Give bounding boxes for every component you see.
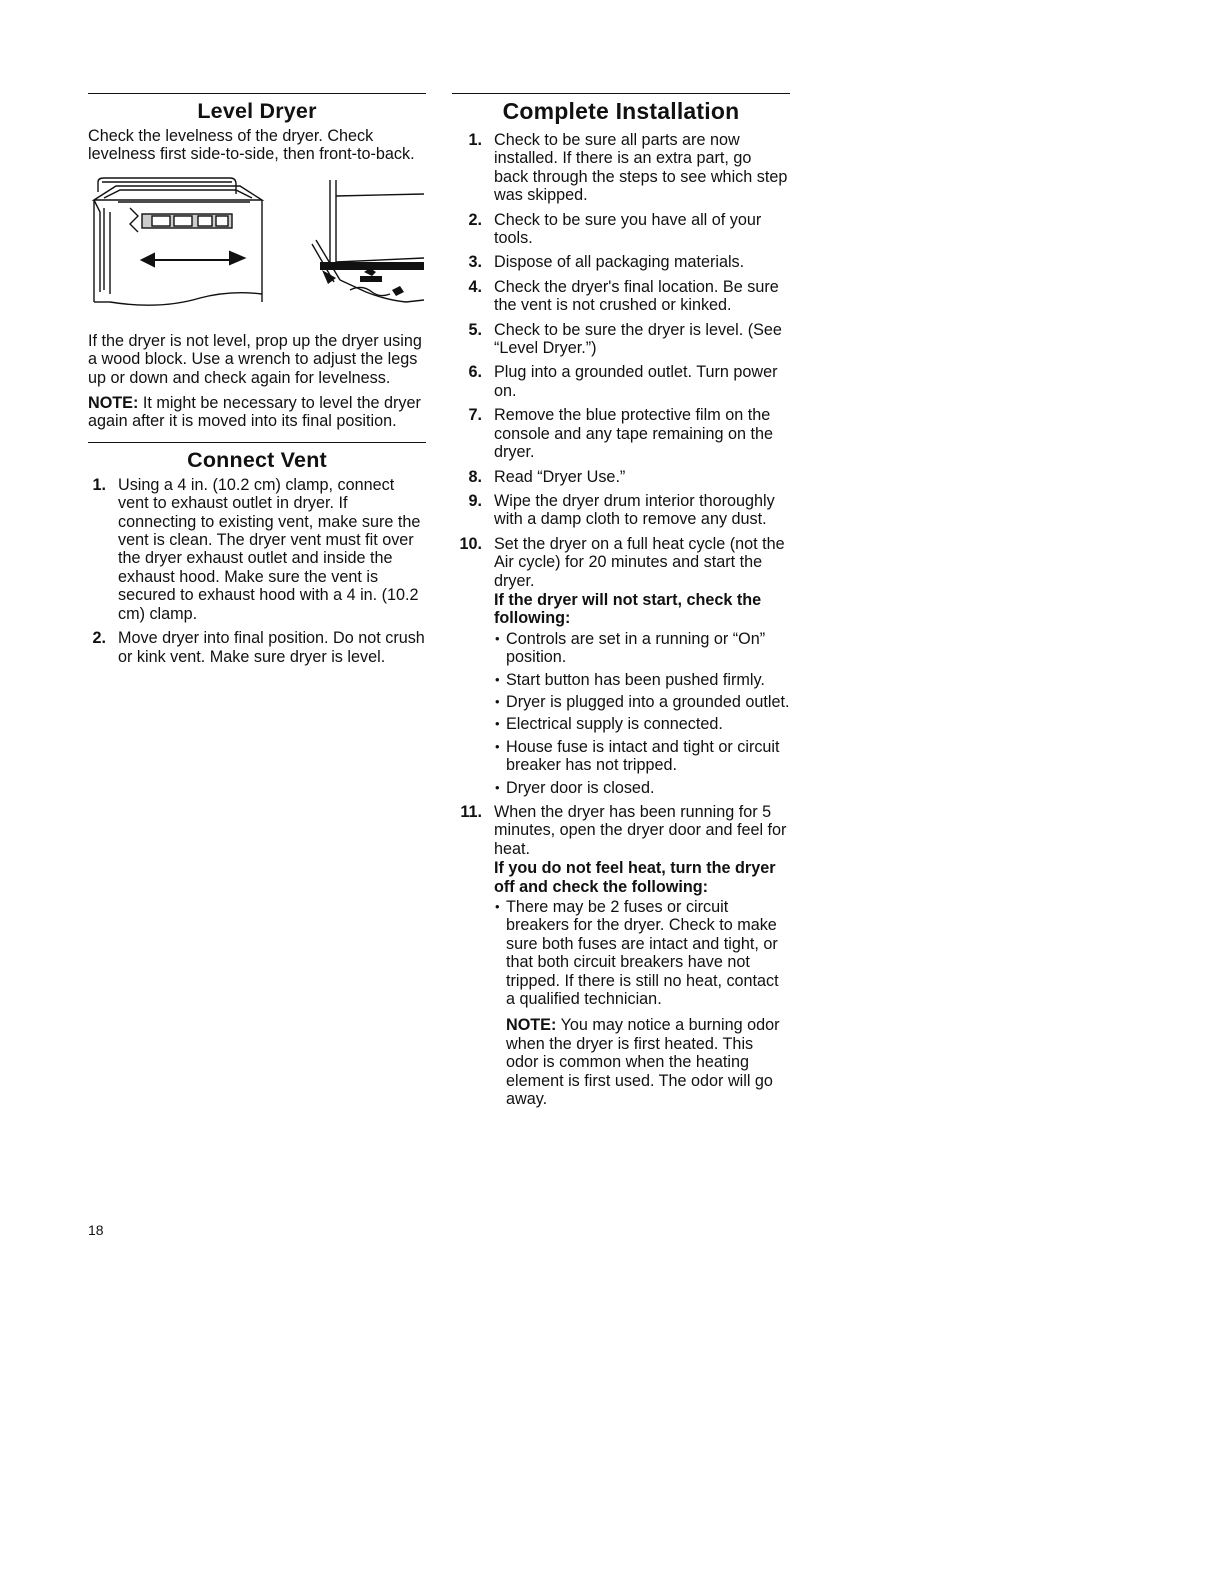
list-item xyxy=(452,535,790,797)
level-dryer-note-label: NOTE: xyxy=(88,394,139,413)
step-text: Read “Dryer Use.” xyxy=(494,467,626,486)
connect-vent-heading-rule xyxy=(88,442,426,476)
complete-installation-steps xyxy=(452,131,790,1109)
step-text: Check to be sure the dryer is level. (See “Level Dryer.”) xyxy=(494,320,782,358)
connect-vent-title: Connect Vent xyxy=(187,447,327,472)
list-item xyxy=(452,211,790,248)
step-number: 9. xyxy=(468,491,482,510)
step-text: Dispose of all packaging materials. xyxy=(494,253,745,272)
heat-note-label: NOTE: xyxy=(506,1016,557,1035)
level-dryer-section xyxy=(88,93,426,431)
step-text: Remove the blue protective film on the console and any tape remaining on the dryer. xyxy=(494,406,773,462)
bullet-text: There may be 2 fuses or circuit breakers for the dryer. Check to make sure both fuses are intact and tight, or that both circuit breakers have not tripped. If there is still no heat, contact a qualified technician. xyxy=(506,898,779,1009)
connect-vent-section xyxy=(88,442,426,666)
step-number: 11. xyxy=(460,803,482,821)
list-item xyxy=(88,629,426,666)
step-number: 1. xyxy=(468,131,482,149)
step-text: Check to be sure you have all of your tools. xyxy=(494,210,762,248)
right-column xyxy=(452,93,790,1115)
list-item xyxy=(494,898,790,1108)
list-item: • House fuse is intact and tight or circuit breaker has not tripped. xyxy=(494,738,790,775)
step-number: 7. xyxy=(468,406,482,425)
page-number: 18 xyxy=(88,1222,104,1238)
step-number: 10. xyxy=(459,534,482,553)
list-item xyxy=(452,253,790,271)
level-dryer-intro: Check the levelness of the dryer. Check levelness first side-to-side, then front-to-back. xyxy=(88,127,415,164)
step-text: Plug into a grounded outlet. Turn power on. xyxy=(494,363,778,400)
level-dryer-instructions: If the dryer is not level, prop up the dryer using a wood block. Use a wrench to adjust the legs up or down and check again for levelness. xyxy=(88,331,422,387)
list-item: • Controls are set in a running or “On” position. xyxy=(494,630,790,667)
step-text: Set the dryer on a full heat cycle (not the Air cycle) for 20 minutes and start the dryer. xyxy=(494,534,785,590)
step-check-heading: If the dryer will not start, check the following: xyxy=(494,590,762,628)
step-check-heading: If you do not feel heat, turn the dryer off and check the following: xyxy=(494,859,776,896)
list-item: • Dryer door is closed. xyxy=(494,779,790,797)
level-dryer-note xyxy=(88,394,426,431)
step-text: Using a 4 in. (10.2 cm) clamp, connect vent to exhaust outlet in dryer. If connecting to existing vent, make sure the vent is clean. The dryer vent must fit over the dryer exhaust outlet and inside the exhaust hood. Make sure the vent is secured to exhaust hood with a 4 in. (10.2 cm) clamp. xyxy=(118,475,421,623)
check-list xyxy=(494,630,790,797)
step-number: 5. xyxy=(468,320,482,339)
check-list xyxy=(494,898,790,1108)
step-number: 2. xyxy=(468,210,482,229)
left-column xyxy=(88,93,426,672)
dryer-leg-side-icon xyxy=(306,172,426,312)
heat-note xyxy=(506,1016,790,1108)
list-item: • Start button has been pushed firmly. xyxy=(494,671,790,689)
list-item: • Dryer is plugged into a grounded outlet. xyxy=(494,693,790,711)
complete-installation-section xyxy=(452,93,790,1109)
list-item xyxy=(452,803,790,1109)
step-text: Wipe the dryer drum interior thoroughly with a damp cloth to remove any dust. xyxy=(494,491,775,529)
step-text: Check to be sure all parts are now installed. If there is an extra part, go back through the steps to see which step was skipped. xyxy=(494,131,788,205)
list-item xyxy=(452,131,790,205)
level-dryer-title: Level Dryer xyxy=(197,99,317,123)
level-dryer-note-text: It might be necessary to level the dryer again after it is moved into its final position. xyxy=(88,394,421,431)
step-number: 8. xyxy=(468,467,482,486)
list-item xyxy=(452,406,790,461)
step-text: Check the dryer's final location. Be sure the vent is not crushed or kinked. xyxy=(494,277,779,315)
connect-vent-steps xyxy=(88,476,426,666)
level-dryer-heading-rule xyxy=(88,93,426,127)
complete-installation-heading-rule xyxy=(452,93,790,131)
list-item: • Electrical supply is connected. xyxy=(494,715,790,733)
step-number: 4. xyxy=(468,277,482,296)
step-text: Move dryer into final position. Do not crush or kink vent. Make sure dryer is level. xyxy=(118,629,425,666)
complete-installation-title: Complete Installation xyxy=(502,98,740,124)
step-text: When the dryer has been running for 5 minutes, open the dryer door and feel for heat. xyxy=(494,803,787,858)
dryer-front-icon xyxy=(90,172,270,312)
list-item xyxy=(452,492,790,529)
list-item xyxy=(452,278,790,315)
step-number: 1. xyxy=(92,475,106,494)
level-dryer-figure xyxy=(88,172,426,322)
heat-note-text: You may notice a burning odor when the dryer is first heated. This odor is common when the heating element is first used. The odor will go away. xyxy=(506,1016,780,1109)
list-item xyxy=(452,468,790,486)
step-number: 3. xyxy=(468,253,482,272)
list-item xyxy=(452,363,790,400)
list-item xyxy=(452,321,790,358)
step-number: 6. xyxy=(468,363,482,382)
list-item xyxy=(88,476,426,623)
step-number: 2. xyxy=(92,629,106,648)
